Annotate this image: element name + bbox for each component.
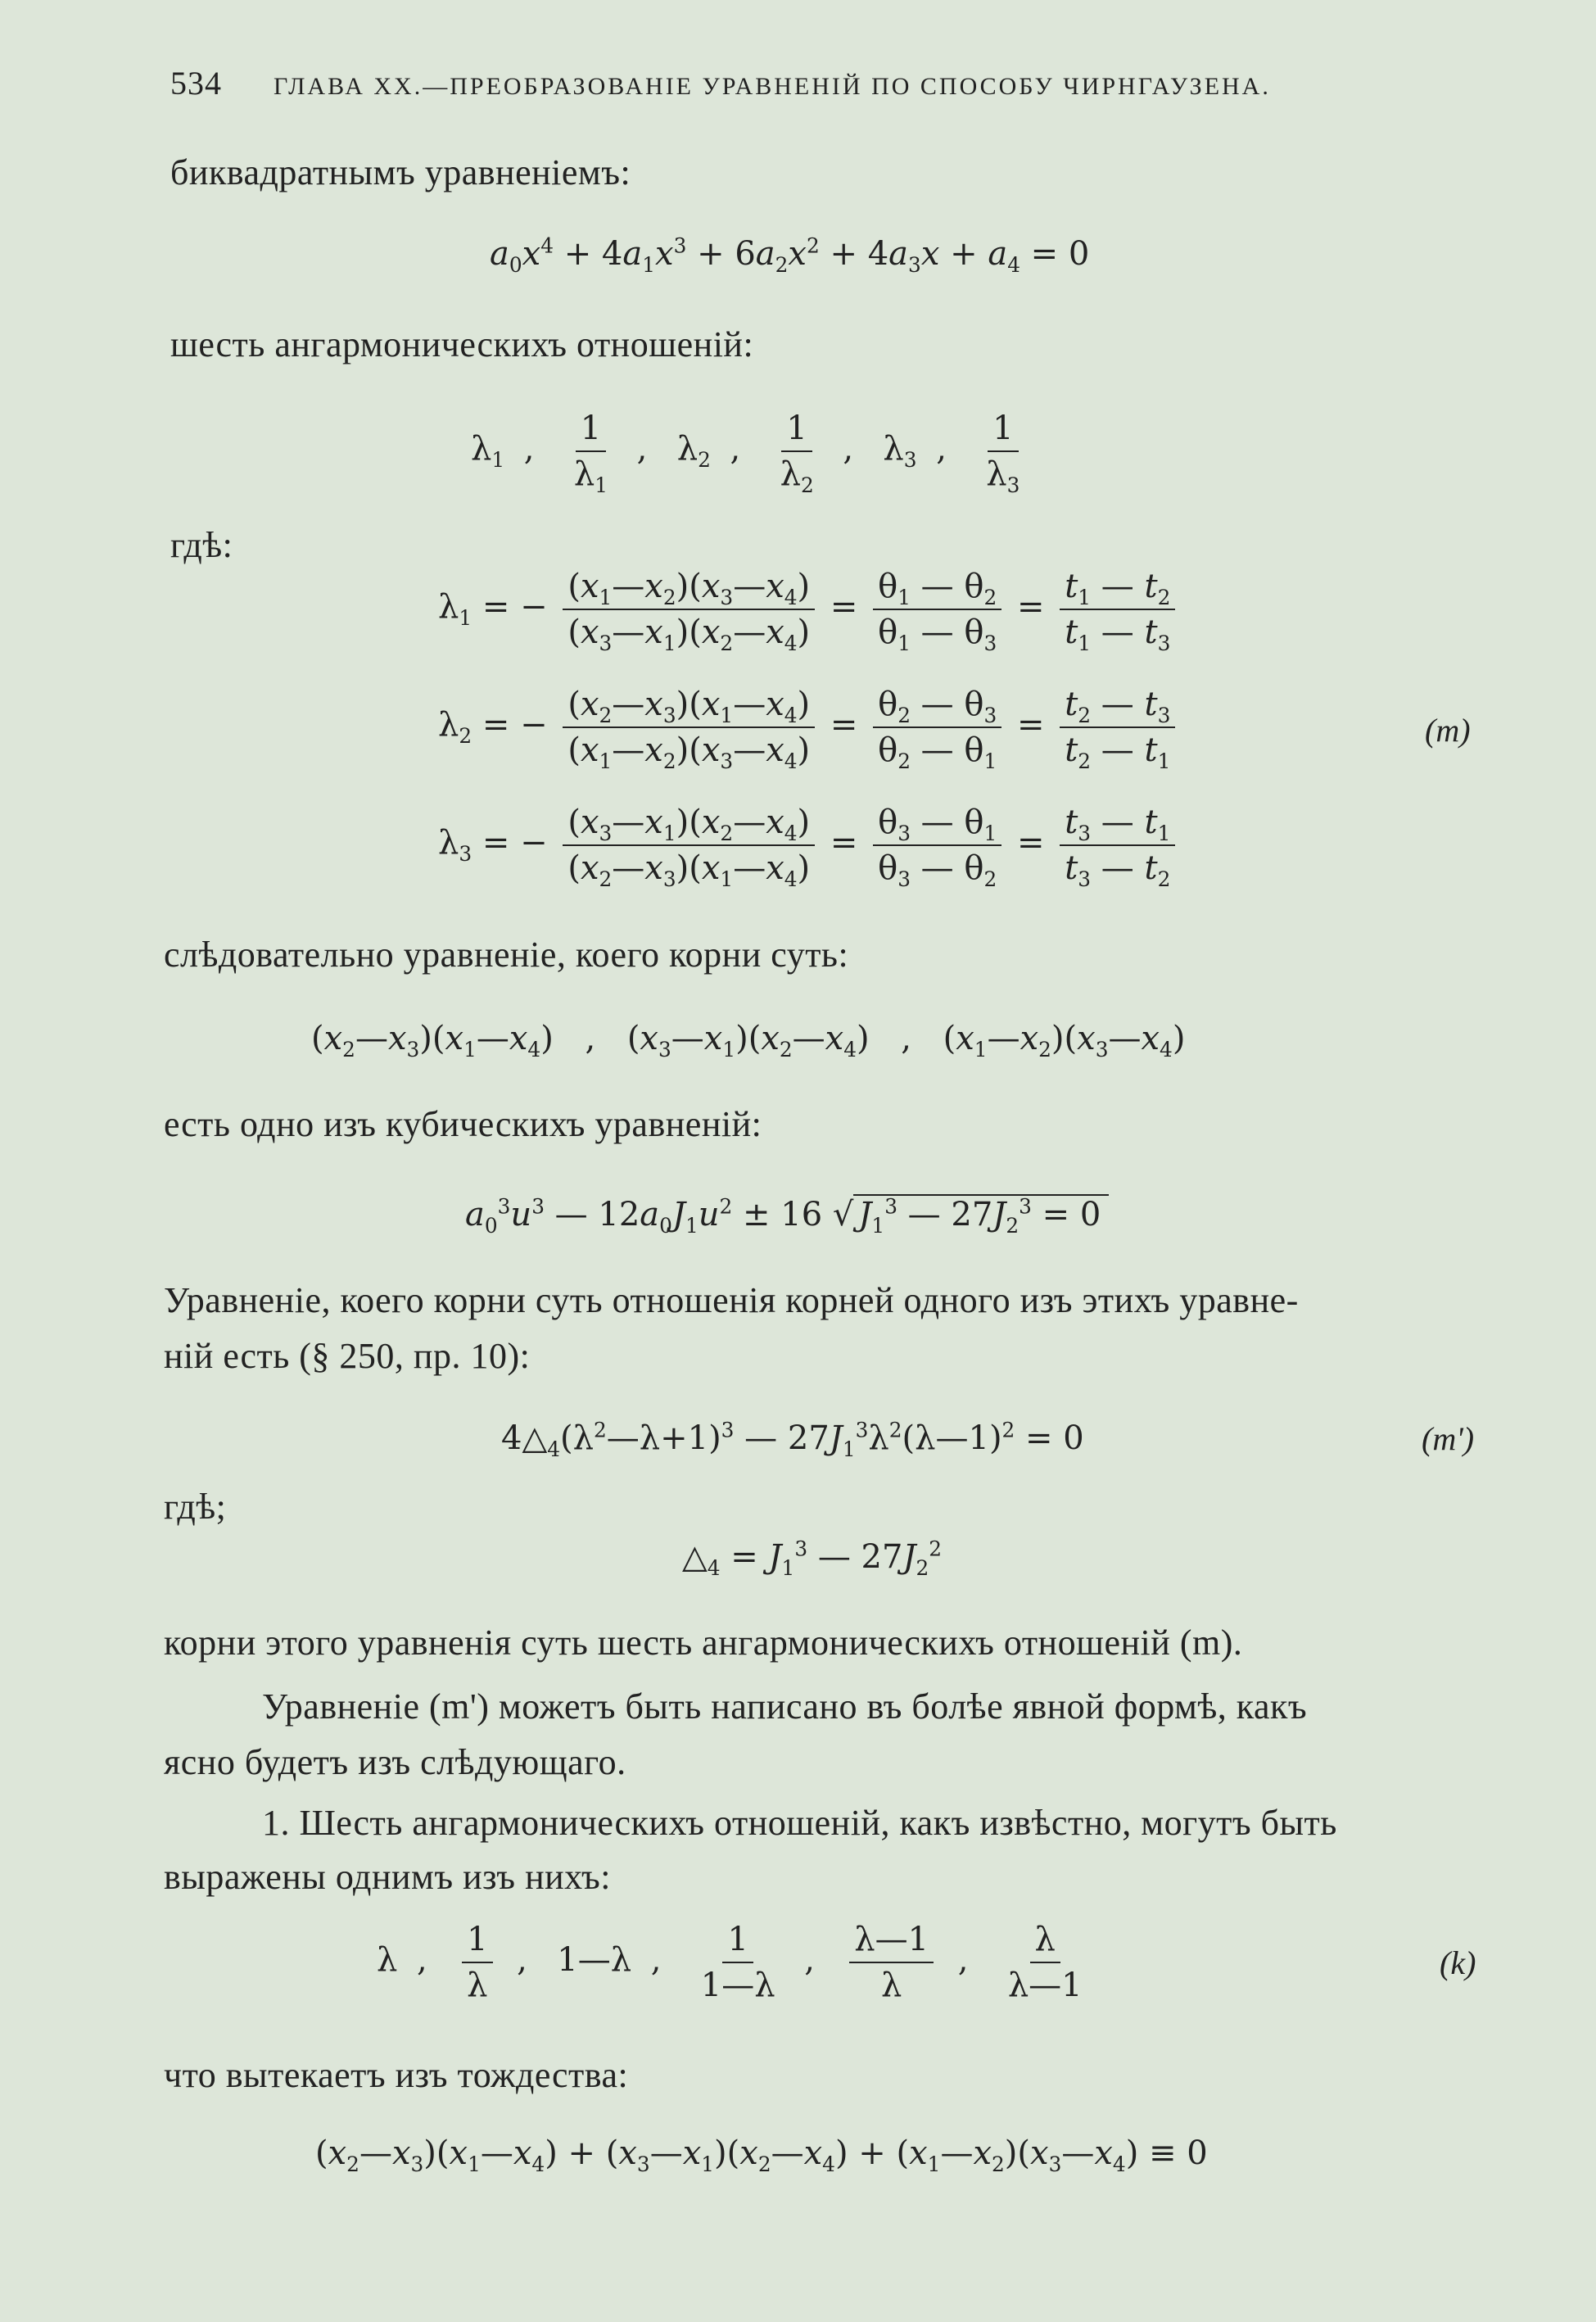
paragraph-10b: выражены однимъ изъ нихъ: bbox=[164, 1857, 611, 1897]
paragraph-1: биквадратнымъ уравненіемъ: bbox=[170, 152, 631, 192]
page-number: 534 bbox=[170, 65, 222, 102]
cubic-equation: $a_0^3u^3$ — $12a_0J_1u^2 \pm 16$ √ $J_1^3$ — $27J_2^3 = 0$ bbox=[465, 1196, 1109, 1233]
equation-tag-k: (k) bbox=[1440, 1944, 1476, 1981]
paragraph-8: корни этого уравненія суть шесть ангармоническихъ отношеній (m). bbox=[164, 1623, 1243, 1663]
six-ratios-in-lambda: λ , $\frac{1}{\lambda}$ , 1—λ , $\frac{1}{1—\lambda}$ , $\frac{\lambda—1}{\lambda}$ , $\frac{\lambda}{\lambda—1}$ bbox=[377, 1921, 1083, 2004]
identity-equation: $(x_2—x_3)(x_1—x_4)$ + $(x_3—x_1)(x_2—x_4)$ + $(x_1—x_2)(x_3—x_4) \equiv 0$ bbox=[315, 2134, 1208, 2176]
paragraph-3: гдѣ: bbox=[170, 525, 233, 565]
lambda1-equation: $\lambda_1$ = − $\frac{(x_1—x_2)(x_3—x_4)}{(x_3—x_1)(x_2—x_4)}$ = $\frac{\theta_1 — \theta_2}{\theta_1 — \theta_3}$ = $\frac{t_1 — t_2}{t_1 — t_3}$ bbox=[438, 568, 1180, 651]
equation-tag-m: (m) bbox=[1425, 712, 1471, 749]
paragraph-10a: 1. Шесть ангармоническихъ отношеній, какъ извѣстно, могутъ быть bbox=[262, 1803, 1337, 1843]
delta-definition: $\triangle_4 = J_1^3$ — $27J_2^2$ bbox=[682, 1537, 943, 1580]
paragraph-7: гдѣ; bbox=[164, 1487, 227, 1527]
paragraph-9a: Уравненіе (m') можетъ быть написано въ болѣе явной формѣ, какъ bbox=[262, 1686, 1308, 1727]
paragraph-11: что вытекаетъ изъ тождества: bbox=[164, 2055, 629, 2095]
running-title: ГЛАВА XX.—ПРЕОБРАЗОВАНІЕ УРАВНЕНІЙ ПО СПОСОБУ ЧИРНГАУЗЕНА. bbox=[274, 73, 1271, 100]
equation-tag-m-prime: (m') bbox=[1422, 1420, 1475, 1457]
lambda2-equation: $\lambda_2$ = − $\frac{(x_2—x_3)(x_1—x_4)}{(x_1—x_2)(x_3—x_4)}$ = $\frac{\theta_2 — \theta_3}{\theta_2 — \theta_1}$ = $\frac{t_2 — t_3}{t_2 — t_1}$ bbox=[438, 686, 1180, 769]
paragraph-5: есть одно изъ кубическихъ уравненій: bbox=[164, 1104, 762, 1144]
paragraph-4: слѣдовательно уравненіе, коего корни суть: bbox=[164, 935, 849, 975]
paragraph-9b: ясно будетъ изъ слѣдующаго. bbox=[164, 1742, 626, 1782]
ratio-equation: $4\triangle_4(\lambda^2—\lambda+1)^3$ — $27J_1^3\lambda^2(\lambda—1)^2 = 0$ bbox=[501, 1418, 1084, 1461]
paragraph-6b: ній есть (§ 250, пр. 10): bbox=[164, 1336, 531, 1376]
lambda3-equation: $\lambda_3$ = − $\frac{(x_3—x_1)(x_2—x_4)}{(x_2—x_3)(x_1—x_4)}$ = $\frac{\theta_3 — \theta_1}{\theta_3 — \theta_2}$ = $\frac{t_3 — t_1}{t_3 — t_2}$ bbox=[438, 803, 1180, 887]
six-ratios-list: $\lambda_1$ , $\frac{1}{\lambda_1}$ , $\lambda_2$ , $\frac{1}{\lambda_2}$ , $\lambda_3$ , $\frac{1}{\lambda_3}$ bbox=[471, 410, 1020, 497]
running-header bbox=[170, 64, 1271, 102]
paragraph-2: шесть ангармоническихъ отношеній: bbox=[170, 324, 754, 364]
paragraph-6a: Уравненіе, коего корни суть отношенія корней одного изъ этихъ уравне- bbox=[164, 1280, 1299, 1320]
cubic-roots-list: $(x_2—x_3)(x_1—x_4)$ , $(x_3—x_1)(x_2—x_4)$ , $(x_1—x_2)(x_3—x_4)$ bbox=[311, 1020, 1186, 1061]
quartic-equation: $a_0x^4 + 4a_1x^3 + 6a_2x^2 + 4a_3x + a_4 = 0$ bbox=[490, 233, 1090, 277]
